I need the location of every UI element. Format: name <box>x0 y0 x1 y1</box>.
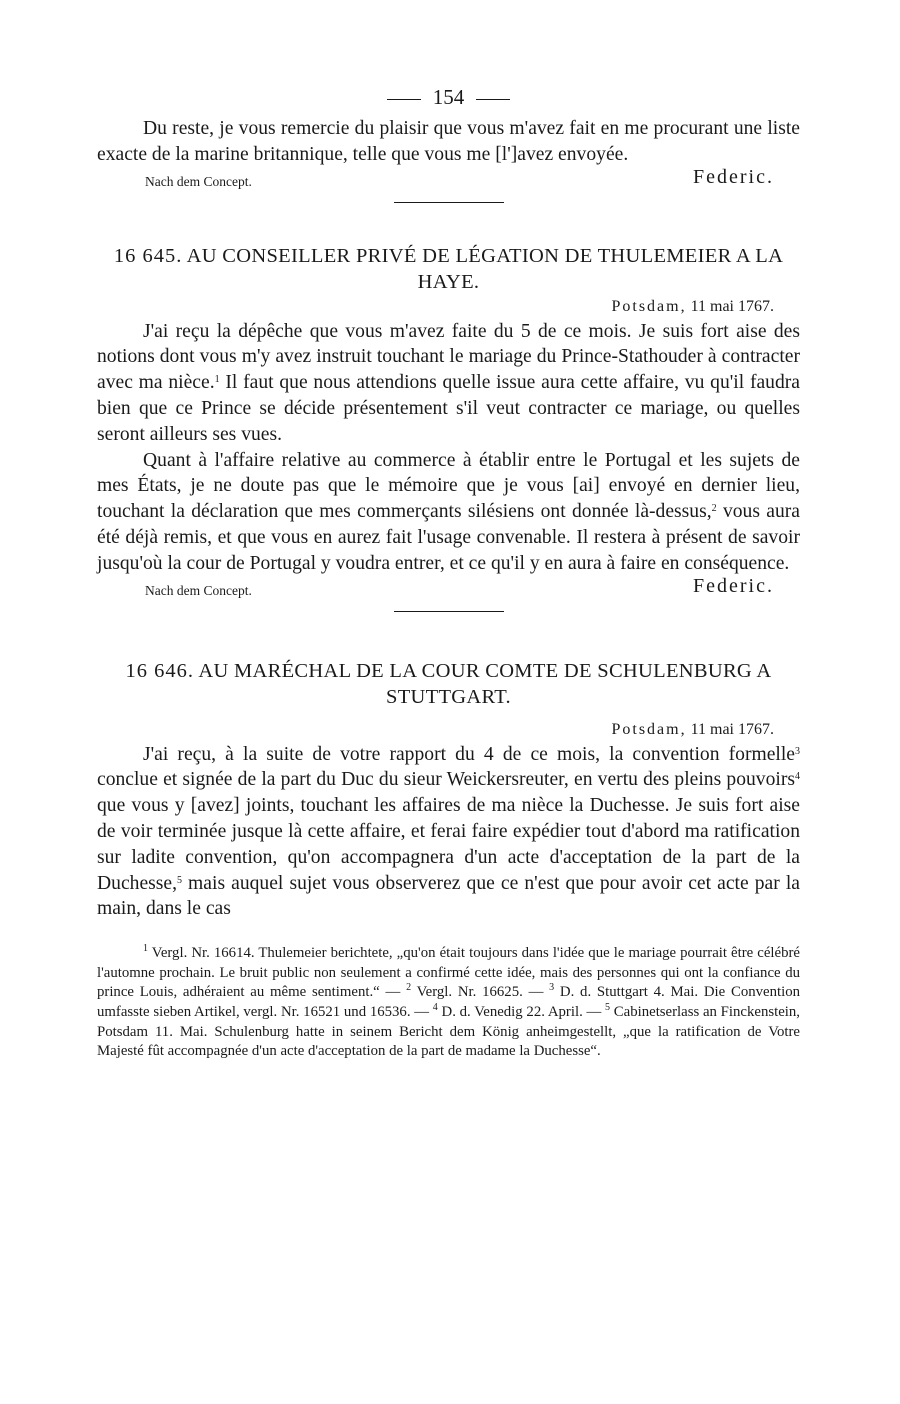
footnote-4-text: D. d. Venedig 22. April. — <box>437 1003 606 1020</box>
letter-16646-p1-text-c: que vous y [avez] joints, touchant les affaires de ma nièce la Duchesse. Je suis fort aise de voir terminée jusque là cette affaire, et ferai faire expédier tout d'abord ma ratification sur ladite convention, qu'on accompagnera d'un acte d'acceptation de la part de la Duchesse, <box>97 795 800 894</box>
letter-16645-heading <box>97 243 800 295</box>
letter-16645-title: AU CONSEILLER PRIVÉ DE LÉGATION DE THULEMEIER A LA HAYE. <box>186 244 784 293</box>
letter-16646-heading <box>97 658 800 710</box>
letter-16646-place: Potsdam, <box>611 720 687 738</box>
letter-16645-place: Potsdam, <box>611 297 687 315</box>
footnote-5-text: Cabinetserlass an Finckenstein, Potsdam 11. Mai. Schulenburg hatte in seinem Bericht dem König anheimgestellt, „que la ratification de Votre Majesté fût accompagnée d'un acte d'acceptation de la part de madame la Duchesse“. <box>97 1003 800 1060</box>
prev-letter-signature: Federic. <box>693 165 774 188</box>
letter-16646-number: 16 646. <box>125 659 195 682</box>
letter-16645-signature-row <box>97 574 800 607</box>
letter-16645-paragraph-2 <box>97 448 800 577</box>
prev-letter-signature-row <box>97 165 800 198</box>
letter-16646-date: 11 mai 1767. <box>690 720 774 738</box>
footnote-ref-5: 5 <box>176 874 182 886</box>
footnote-ref-4: 4 <box>795 771 800 783</box>
footnotes <box>97 944 800 1062</box>
letter-16646-paragraph-1 <box>97 742 800 923</box>
footnote-3-text: D. d. Stuttgart 4. Mai. Die Convention umfasste sieben Artikel, vergl. Nr. 16521 und 16536. — <box>97 984 801 1020</box>
page-number-text: 154 <box>432 85 465 109</box>
letter-16645-source: Nach dem Concept. <box>145 582 252 598</box>
prev-letter-source: Nach dem Concept. <box>145 173 252 189</box>
letter-16646-title: AU MARÉCHAL DE LA COUR COMTE DE SCHULENBURG A STUTTGART. <box>198 659 772 708</box>
letter-16646-p1-text-a: J'ai reçu, à la suite de votre rapport du 4 de ce mois, la convention formelle <box>143 743 795 765</box>
letter-16646-p1-text-b: conclue et signée de la part du Duc du sieur Weickersreuter, en vertu des pleins pouvoirs <box>97 769 795 791</box>
document-page <box>97 82 800 1062</box>
letter-16645-paragraph-1 <box>97 319 800 448</box>
letter-16645-signature: Federic. <box>693 574 774 597</box>
footnote-ref-1: 1 <box>214 374 220 386</box>
footnote-1-text: Vergl. Nr. 16614. Thulemeier berichtete, „qu'on était toujours dans l'idée que le mariage pourrait être célébré l'automne prochain. Le bruit public non seulement a confirmé cette idée, mais des personnes qui ont la confiance du prince Louis, adhéraient au même sentiment.“ — <box>97 945 800 1001</box>
page-number <box>97 82 800 112</box>
footnote-mark-1: 1 <box>143 943 148 955</box>
prev-letter-text: Du reste, je vous remercie du plaisir que vous m'avez fait en me procurant une liste exacte de la marine britannique, telle que vous me [l']avez envoyée. <box>97 118 800 165</box>
letter-16646-dateline <box>97 718 800 742</box>
letter-16645-p2-text-b: vous aura été déjà remis, et que vous en aurez fait l'usage convenable. Il restera à présent de savoir jusqu'où la cour de Portugal y voudra entrer, et ce qu'il y en aura à faire en conséquence. <box>97 501 801 574</box>
footnote-2-text: Vergl. Nr. 16625. — <box>411 984 550 1001</box>
letter-16645-p1-text-a: J'ai reçu la dépêche que vous m'avez faite du 5 de ce mois. Je suis fort aise des notions dont vous m'y avez instruit touchant le mariage du Prince-Stathouder à contracter avec ma nièce. <box>97 320 800 394</box>
letter-16645-number: 16 645. <box>113 244 183 267</box>
letter-16645-date: 11 mai 1767. <box>690 297 774 315</box>
page-number-dash-left <box>387 99 421 100</box>
footnote-mark-2: 2 <box>406 982 412 994</box>
letter-16645-dateline <box>97 295 800 319</box>
footnote-mark-4: 4 <box>432 1001 438 1013</box>
footnote-ref-3: 3 <box>795 745 800 757</box>
letter-16645-p1-text-b: Il faut que nous attendions quelle issue aura cette affaire, vu qu'il faudra bien que ce Prince se décide présentement s'il veut contracter ce mariage, ou quelles seront ailleurs ses vues. <box>97 372 800 445</box>
footnote-mark-3: 3 <box>549 982 555 994</box>
letter-16645-p2-text-a: Quant à l'affaire relative au commerce à établir entre le Portugal et les sujets de mes États, je ne doute pas que le mémoire que je vous [ai] envoyé en dernier lieu, touchant la déclaration que mes commerçants silésiens ont donnée là-dessus, <box>97 449 800 523</box>
page-number-dash-right <box>476 99 510 100</box>
footnote-mark-5: 5 <box>605 1001 611 1013</box>
footnote-ref-2: 2 <box>711 503 717 515</box>
letter-16646-p1-text-d: mais auquel sujet vous observerez que ce n'est que pour avoir cet acte par la main, dans le cas <box>97 872 800 920</box>
